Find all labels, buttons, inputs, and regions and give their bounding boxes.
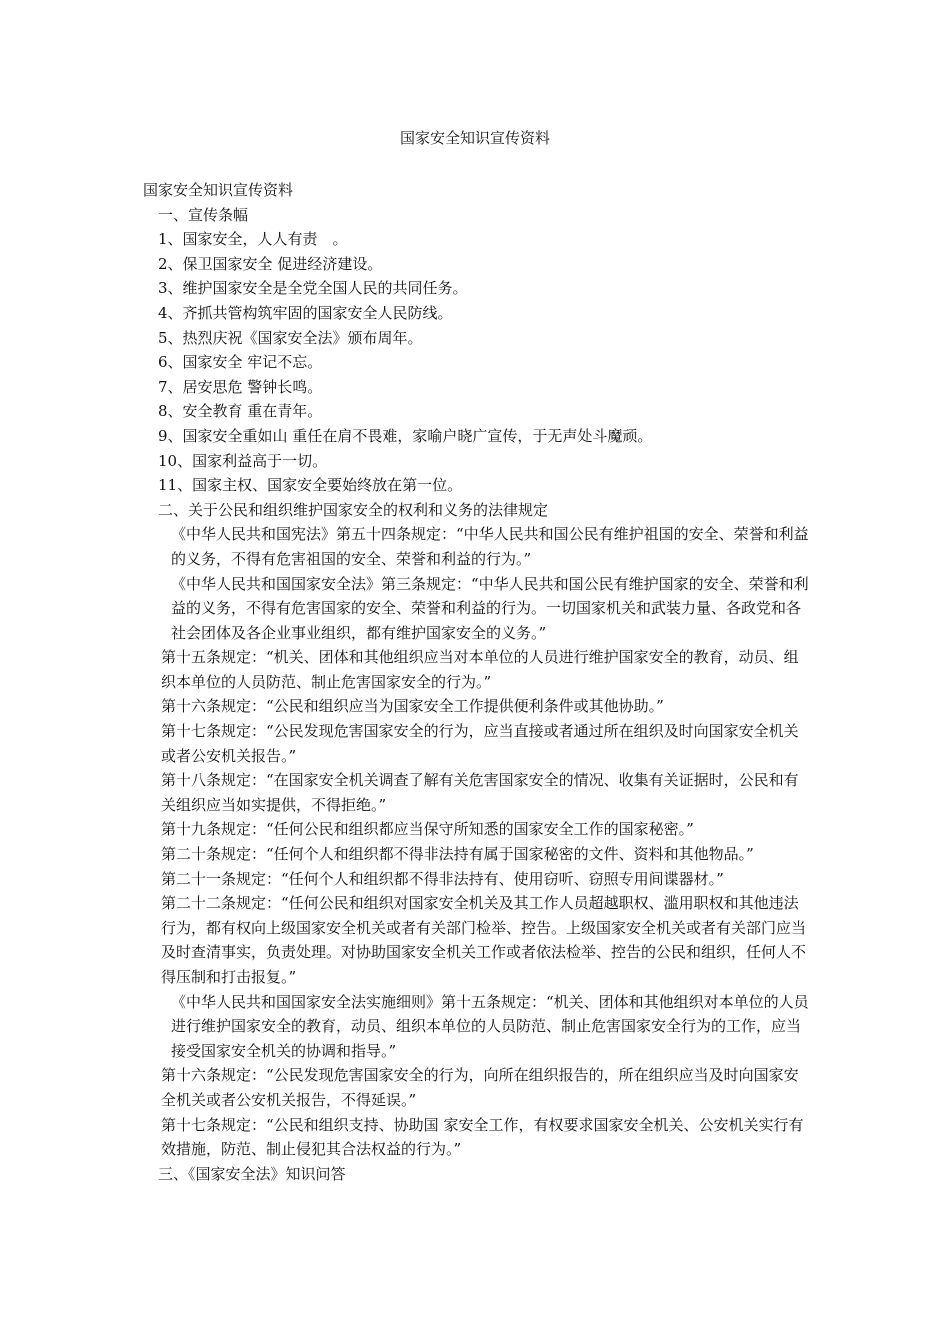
- paragraph: 第十九条规定：“任何公民和组织都应当保守所知悉的国家安全工作的国家秘密。”: [161, 820, 694, 839]
- paragraph: 第十六条规定：“公民和组织应当为国家安全工作提供便利条件或其他协助。”: [161, 697, 664, 716]
- paragraph: 6、国家安全 牢记不忘。: [158, 353, 323, 372]
- paragraph: 第二十一条规定：“任何个人和组织都不得非法持有、使用窃听、窃照专用间谍器材。”: [161, 869, 724, 888]
- paragraph: 11、国家主权、国家安全要始终放在第一位。: [158, 476, 463, 495]
- page-title: 国家安全知识宣传资料: [399, 129, 550, 147]
- paragraph: 第二十条规定：“任何个人和组织都不得非法持有属于国家秘密的文件、资料和其他物品。”: [161, 845, 754, 864]
- paragraph: 8、安全教育 重在青年。: [158, 402, 323, 421]
- paragraph: 7、居安思危 警钟长鸣。: [158, 377, 323, 396]
- paragraph: 第十七条规定：“公民和组织支持、协助国 家安全工作，有权要求国家安全机关、公安机关实行有效措施，防范、制止侵犯其合法权益的行为。”: [161, 1115, 804, 1159]
- paragraph: 《中华人民共和国国家安全法实施细则》第十五条规定：“机关、团体和其他组织对本单位的人员进行维护国家安全的教育，动员、组织本单位的人员防范、制止危害国家安全行为的工作，应当接受国家安全机关的协调和指导。”: [171, 992, 809, 1060]
- document-body: [143, 178, 813, 1186]
- paragraph: 一、宣传条幅: [158, 205, 249, 224]
- paragraph: 10、国家利益高于一切。: [158, 451, 328, 470]
- paragraph: 3、维护国家安全是全党全国人民的共同任务。: [158, 279, 468, 298]
- paragraph: 1、国家安全，人人有责 。: [158, 230, 348, 249]
- paragraph: 第十八条规定：“在国家安全机关调查了解有关危害国家安全的情况、收集有关证据时，公民和有关组织应当如实提供，不得拒绝。”: [161, 771, 799, 814]
- paragraph: 4、齐抓共管构筑牢固的国家安全人民防线。: [158, 303, 453, 322]
- paragraph: 《中华人民共和国宪法》第五十四条规定：“中华人民共和国公民有维护祖国的安全、荣誉和利益的义务，不得有危害祖国的安全、荣誉和利益的行为。”: [171, 525, 809, 568]
- paragraph: 9、国家安全重如山 重任在肩不畏难，家喻户晓广宣传，于无声处斗魔顽。: [158, 426, 653, 445]
- paragraph: 5、热烈庆祝《国家安全法》颁布周年。: [158, 328, 423, 347]
- paragraph: 第十七条规定：“公民发现危害国家安全的行为，应当直接或者通过所在组织及时向国家安全机关或者公安机关报告。”: [161, 722, 799, 765]
- paragraph: 第十五条规定：“机关、团体和其他组织应当对本单位的人员进行维护国家安全的教育，动员、组织本单位的人员防范、制止危害国家安全的行为。”: [161, 648, 799, 691]
- paragraph: 第十六条规定：“公民发现危害国家安全的行为，向所在组织报告的，所在组织应当及时向国家安全机关或者公安机关报告，不得延误。”: [161, 1066, 799, 1109]
- paragraph: 2、保卫国家安全 促进经济建设。: [158, 254, 383, 273]
- paragraph: 三、《国家安全法》知识问答: [158, 1164, 346, 1183]
- paragraph: 二、关于公民和组织维护国家安全的权利和义务的法律规定: [158, 500, 549, 519]
- paragraph: 第二十二条规定：“任何公民和组织对国家安全机关及其工作人员超越职权、滥用职权和其他违法行为，都有权向上级国家安全机关或者有关部门检举、控告。上级国家安全机关或者有关部门应当及时查清事实，负责处理。对协助国家安全机关工作或者依法检举、控告的公民和组织，任何人不得压制和打击报复。”: [161, 894, 807, 986]
- paragraph: 《中华人民共和国国家安全法》第三条规定：“中华人民共和国公民有维护国家的安全、荣誉和利益的义务，不得有危害国家的安全、荣誉和利益的行为。一切国家机关和武装力量、各政党和各社会团体及各企业事业组织，都有维护国家安全的义务。”: [171, 574, 809, 642]
- paragraph: 国家安全知识宣传资料: [143, 181, 294, 199]
